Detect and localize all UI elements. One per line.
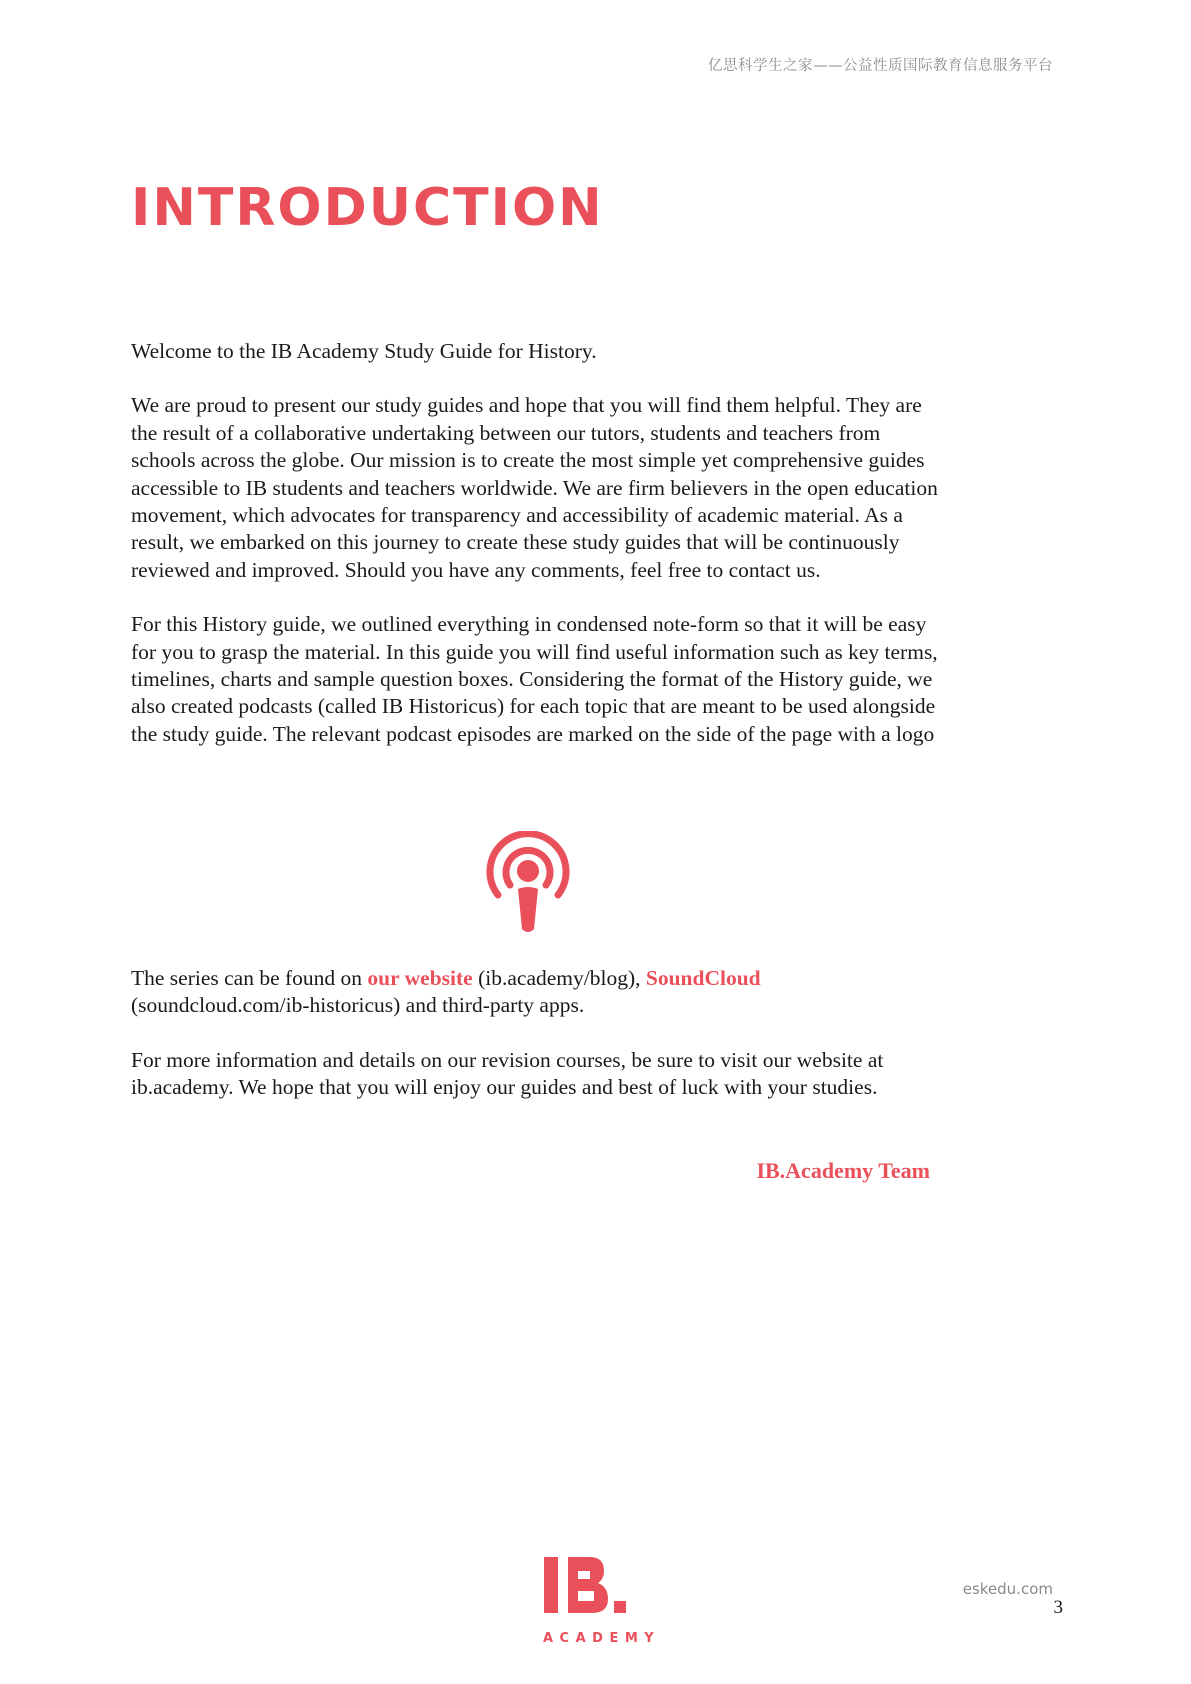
- series-prefix: The series can be found on: [131, 966, 368, 990]
- intro-paragraph-guide: For this History guide, we outlined everything in condensed note-form so that it will be easy for you to grasp the material. In this guide you will find useful information such as key terms, timelines, charts and sample question boxes. Considering the format of the History guide, we also created podcasts (called IB Historicus) for each topic that are meant to be used alongside the study guide. The relevant podcast episodes are marked on the side of the page with a logo: [131, 612, 938, 746]
- website-link[interactable]: our website: [367, 966, 473, 990]
- series-suffix: (soundcloud.com/ib-historicus) and third-party apps.: [131, 993, 585, 1018]
- podcast-icon: [484, 831, 572, 937]
- soundcloud-link[interactable]: SoundCloud: [645, 966, 761, 990]
- intro-body: [131, 338, 941, 775]
- intro-paragraph-mission: We are proud to present our study guides and hope that you will find them helpful. They are the result of a collaborative undertaking between our tutors, students and teachers from schools across the globe. Our mission is to create the most simple yet comprehensive guides accessible to IB students and teachers worldwide. We are firm believers in the open education movement, which advocates for transparency and accessibility of academic material. As a result, we embarked on this journey to create these study guides that will be continuously reviewed and improved. Should you have any comments, feel free to contact us.: [131, 393, 938, 582]
- header-watermark: 亿思科学生之家——公益性质国际教育信息服务平台: [708, 58, 1053, 74]
- series-section: [131, 965, 941, 1129]
- closing-paragraph: For more information and details on our revision courses, be sure to visit our website at ib.academy. We hope that you will enjoy our guides and best of luck with your studies.: [131, 1047, 884, 1100]
- series-middle: (ib.academy/blog),: [472, 966, 646, 990]
- logo-tagline: ACADEMY: [543, 1631, 661, 1646]
- page-title: INTRODUCTION: [131, 178, 604, 238]
- intro-paragraph-welcome: Welcome to the IB Academy Study Guide for History.: [131, 339, 597, 363]
- series-paragraph: [131, 965, 941, 1020]
- footer-site: eskedu.com: [962, 1580, 1053, 1598]
- signature: IB.Academy Team: [756, 1158, 930, 1183]
- page-number: 3: [1053, 1597, 1063, 1618]
